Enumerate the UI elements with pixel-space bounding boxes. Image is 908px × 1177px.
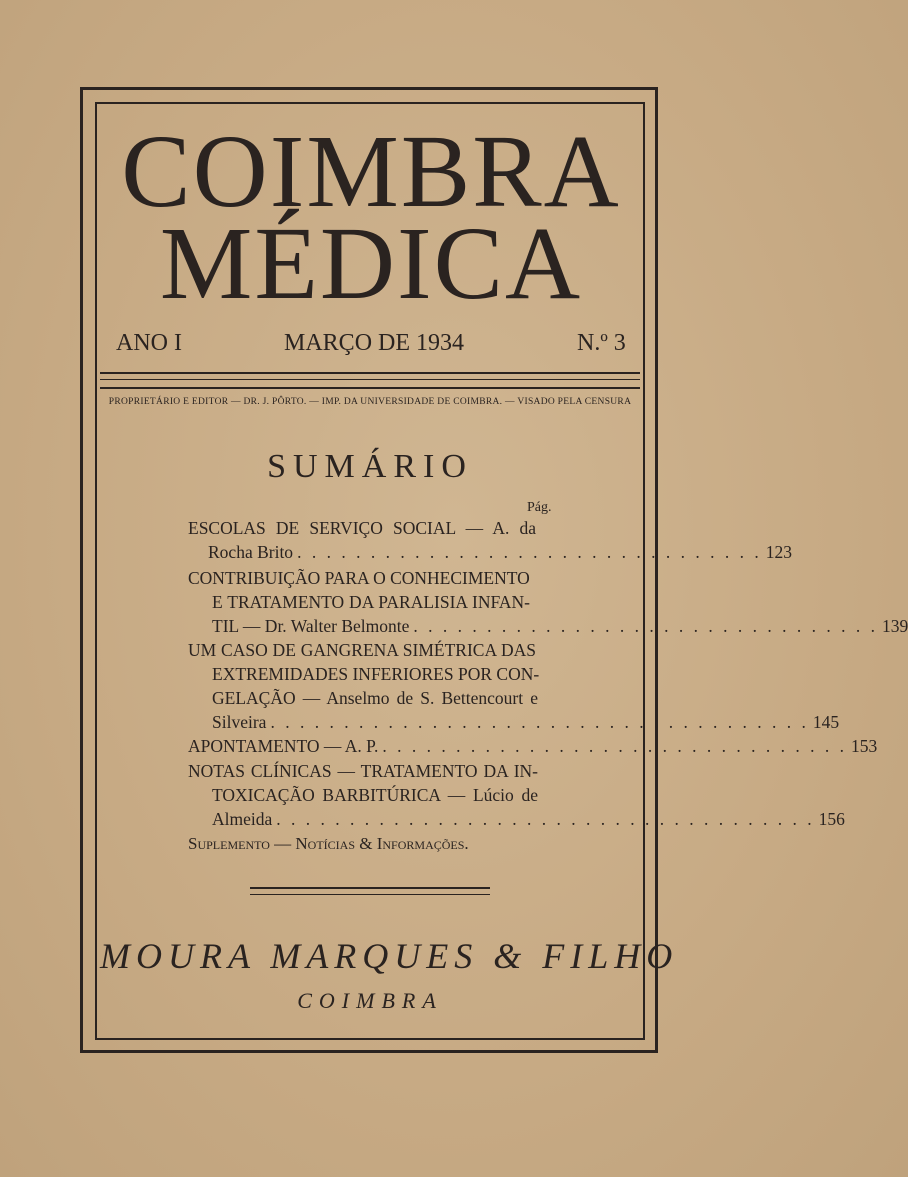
toc-entry-2-page: 139 (882, 616, 908, 636)
footer-rule-top (250, 887, 490, 889)
dot-leader: . . . . . . . . . . . . . . . . . . . . . . . . . . . . . . . . (413, 616, 878, 636)
toc-entry-2-line-1: CONTRIBUIÇÃO PARA O CONHECIMENTO (188, 568, 530, 588)
journal-title-line2: MÉDICA (159, 206, 583, 321)
dot-leader: . . . . . . . . . . . . . . . . . . . . . . . . . . . . . . . . (382, 736, 847, 756)
toc-entry-5-last-line (212, 807, 845, 831)
header-rule-top (100, 372, 640, 374)
toc-entry-2-line-3: TIL — Dr. Walter Belmonte (212, 616, 410, 636)
toc-entry-5-line-1: NOTAS CLÍNICAS — TRATAMENTO DA IN- (188, 761, 538, 781)
toc-entry-2-line-2: E TRATAMENTO DA PARALISIA INFAN- (212, 592, 530, 612)
footer-rule-bottom (250, 894, 490, 895)
toc-entry-3-page: 145 (812, 712, 840, 732)
toc-entry-1-line-2: Rocha Brito (208, 542, 294, 562)
summary-heading: SUMÁRIO (267, 448, 473, 485)
proprietor-line: PROPRIETÁRIO E EDITOR — DR. J. PÔRTO. — IMP. DA UNIVERSIDADE DE COIMBRA. — VISADO PELA CENSURA (108, 397, 632, 407)
toc-entry-4-last-line (188, 734, 878, 758)
header-rule-mid (100, 379, 640, 380)
toc-entry-5-line-3: Almeida (212, 809, 273, 829)
journal-title-line1: COIMBRA (121, 114, 621, 229)
dot-leader: . . . . . . . . . . . . . . . . . . . . . . . . . . . . . . . . . . . . . (276, 809, 815, 829)
toc-entry-4-line-1: APONTAMENTO — A. P. (188, 736, 379, 756)
toc-entry-3-line-1: UM CASO DE GANGRENA SIMÉTRICA DAS (188, 640, 536, 660)
publisher-city: COIMBRA (297, 988, 443, 1013)
header-rule-bottom (100, 387, 640, 389)
toc-entry-5-line-2: TOXICAÇÃO BARBITÚRICA — Lúcio de (212, 785, 538, 805)
toc-entry-1-line-1: ESCOLAS DE SERVIÇO SOCIAL — A. da (188, 518, 536, 538)
toc-entry-3-last-line (212, 710, 840, 734)
toc-entry-2-last-line (212, 614, 908, 638)
supplement-line: Suplemento — Notícias & Informações. (188, 834, 469, 853)
issue-date: MARÇO DE 1934 (284, 330, 465, 356)
toc-entry-1-page: 123 (765, 542, 792, 562)
dot-leader: . . . . . . . . . . . . . . . . . . . . . . . . . . . . . . . . . . . . . (270, 712, 809, 732)
toc-entry-1-last-line (208, 540, 792, 564)
toc-entry-3-line-3: GELAÇÃO — Anselmo de S. Bettencourt e (212, 688, 538, 708)
issue-year: ANO I (116, 330, 182, 356)
dot-leader: . . . . . . . . . . . . . . . . . . . . . . . . . . . . . . . . (297, 542, 762, 562)
toc-entry-5-page: 156 (818, 809, 845, 829)
toc-entry-3-line-2: EXTREMIDADES INFERIORES POR CON- (212, 664, 540, 684)
issue-number: N.º 3 (577, 330, 626, 356)
publisher-name: MOURA MARQUES & FILHO (100, 936, 679, 976)
toc-entry-3-line-4: Silveira (212, 712, 267, 732)
toc-entry-4-page: 153 (850, 736, 878, 756)
page-column-label: Pág. (527, 500, 552, 515)
